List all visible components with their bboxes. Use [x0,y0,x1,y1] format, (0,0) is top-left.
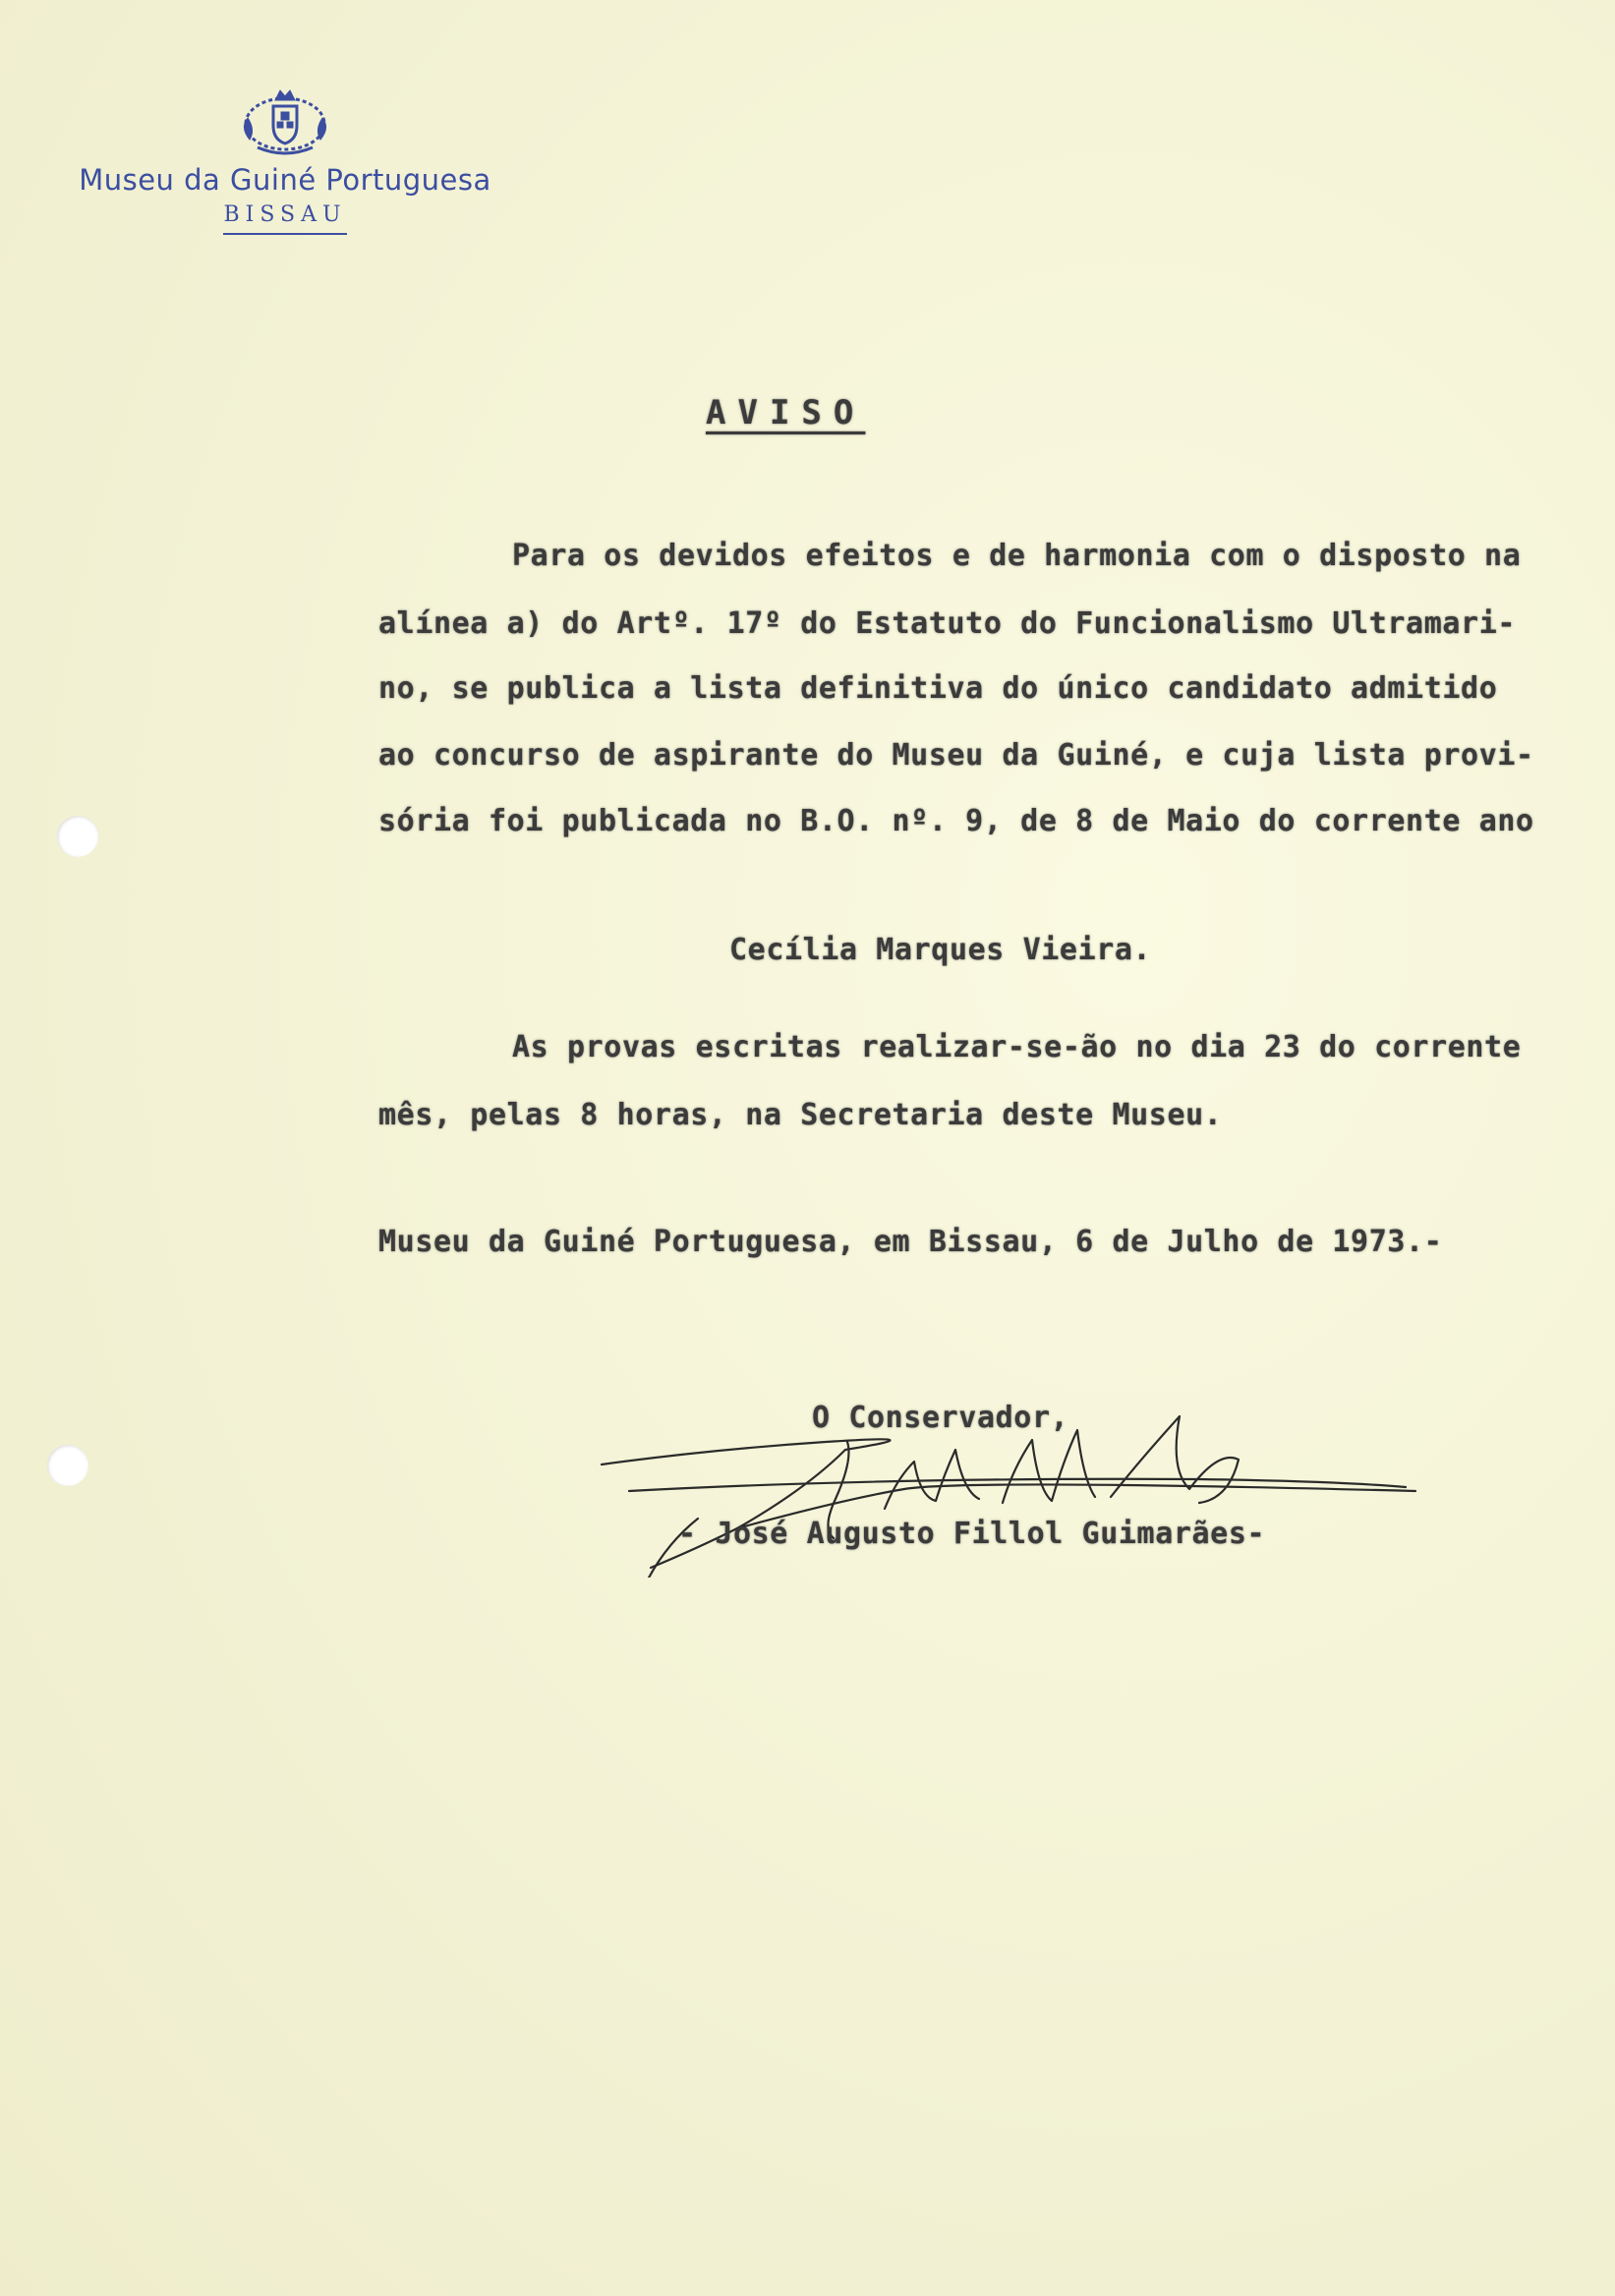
candidate-name: Cecília Marques Vieira. [729,933,1152,967]
punch-hole [57,816,98,857]
museum-city: BISSAU [223,202,346,235]
paragraph1-line1: Para os devidos efeitos e de harmonia com o disposto na [512,539,1522,573]
museum-name: Museu da Guiné Portuguesa [79,163,491,197]
paragraph1-line2: alínea a) do Artº. 17º do Estatuto do Funcionalismo Ultramari- [378,606,1517,641]
paragraph1-line5: sória foi publicada no B.O. nº. 9, de 8 de Maio do corrente ano [378,804,1534,838]
paragraph1-line3: no, se publica a lista definitiva do único candidato admitido [378,671,1498,706]
letterhead [49,79,521,235]
signer-name: - José Augusto Fillol Guimarães- [678,1517,1266,1551]
place-date: Museu da Guiné Portuguesa, em Bissau, 6 de Julho de 1973.- [378,1225,1443,1259]
paragraph1-line4: ao concurso de aspirante do Museu da Guiné, e cuja lista provi- [378,738,1534,773]
punch-hole [47,1445,88,1486]
coat-of-arms-icon [238,79,332,157]
notice-title: AVISO [706,393,866,432]
paragraph2-line1: As provas escritas realizar-se-ão no dia 23 do corrente [512,1030,1522,1064]
paragraph2-line2: mês, pelas 8 horas, na Secretaria deste Museu. [378,1098,1223,1132]
signer-role: O Conservador, [812,1401,1069,1435]
